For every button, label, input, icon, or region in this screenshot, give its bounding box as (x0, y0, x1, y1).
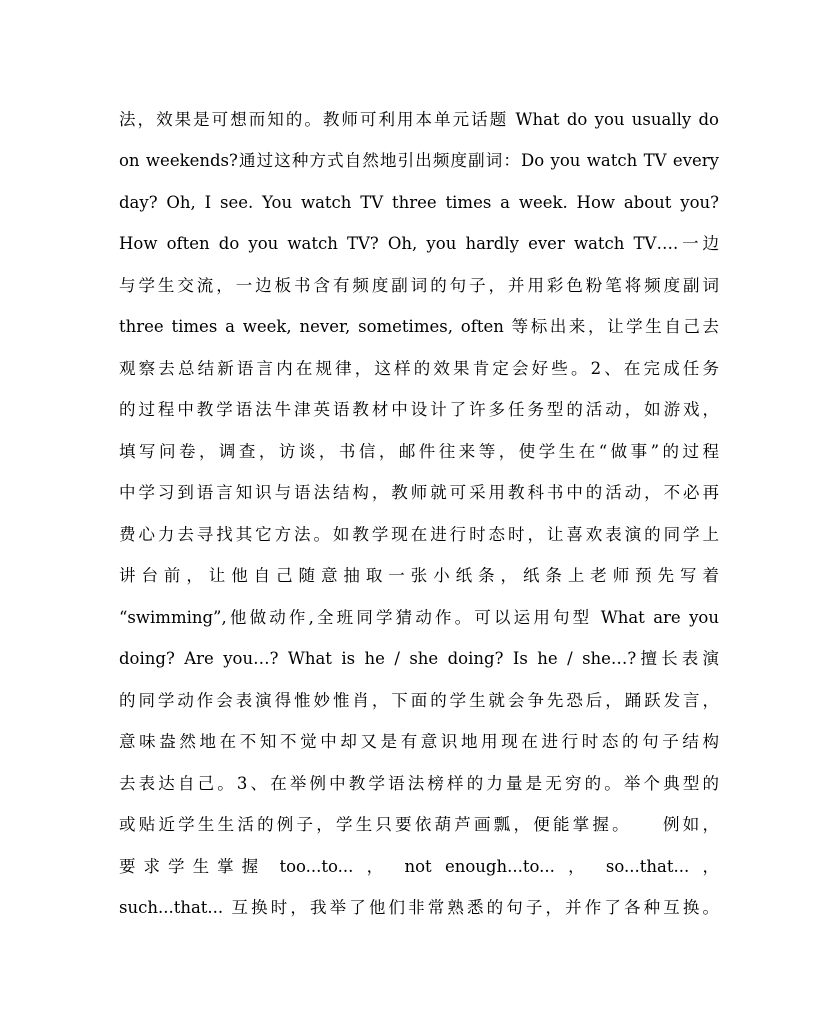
text-line: on weekends?通过这种方式自然地引出频度副词：Do you watch TV every (119, 151, 719, 170)
text-line: 观察去总结新语言内在规律，这样的效果肯定会好些。2、在完成任务 (119, 359, 719, 378)
text-line: 的同学动作会表演得惟妙惟肖，下面的学生就会争先恐后，踊跃发言， (119, 691, 719, 710)
text-line: 的过程中教学语法牛津英语教材中设计了许多任务型的活动，如游戏， (119, 400, 719, 419)
text-line: 或贴近学生生活的例子，学生只要依葫芦画瓢，便能掌握。 例如， (119, 815, 719, 834)
text-line: 填写问卷，调查，访谈，书信，邮件往来等，使学生在“做事”的过程 (119, 442, 719, 461)
text-line: 意味盎然地在不知不觉中却又是有意识地用现在进行时态的句子结构 (119, 732, 719, 751)
text-line: 法，效果是可想而知的。教师可利用本单元话题 What do you usually do (119, 110, 719, 129)
text-line: 讲台前，让他自己随意抽取一张小纸条，纸条上老师预先写着 (119, 566, 719, 585)
text-line: such...that... 互换时，我举了他们非常熟悉的句子，并作了各种互换。 (119, 898, 719, 917)
text-line: 与学生交流，一边板书含有频度副词的句子，并用彩色粉笔将频度副词 (119, 276, 719, 295)
text-line: How often do you watch TV? Oh, you hardly ever watch TV….一边 (119, 234, 719, 253)
text-line: “swimming”,他做动作,全班同学猜动作。可以运用句型 What are you (119, 608, 719, 627)
text-line: 去表达自己。3、在举例中教学语法榜样的力量是无穷的。举个典型的 (119, 774, 719, 793)
text-line: 中学习到语言知识与语法结构，教师就可采用教科书中的活动，不必再 (119, 483, 719, 502)
text-line: day? Oh, I see. You watch TV three times a week. How about you? (119, 193, 719, 212)
text-line: 要求学生掌握 too...to... ， not enough...to... ， so...that... ， (119, 857, 719, 876)
text-line: 费心力去寻找其它方法。如教学现在进行时态时，让喜欢表演的同学上 (119, 525, 719, 544)
text-line: doing? Are you…? What is he / she doing? Is he / she…?擅长表演 (119, 649, 719, 668)
text-line: three times a week, never, sometimes, often 等标出来，让学生自己去 (119, 317, 719, 336)
